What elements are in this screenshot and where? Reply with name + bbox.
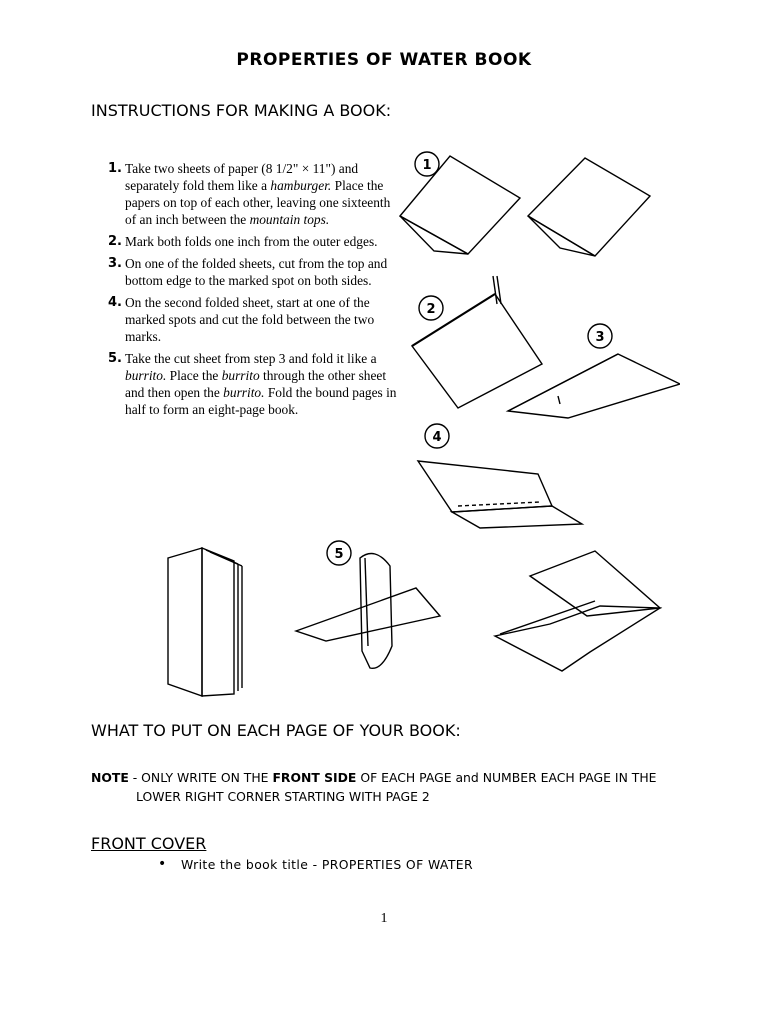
opened-pages	[495, 551, 660, 671]
instructions-heading: INSTRUCTIONS FOR MAKING A BOOK:	[91, 101, 392, 120]
step-1-text-2: Place the papers on top of each other, leaving one sixteenth of an inch between the	[125, 178, 391, 227]
page-number: 1	[380, 911, 388, 926]
front-cover-item	[160, 857, 473, 872]
fold-line-2	[412, 294, 495, 346]
step-5-term-burrito-3: burrito.	[223, 385, 265, 400]
note-paragraph	[91, 768, 731, 806]
step-5-text-3: through the other sheet and then open the	[125, 368, 387, 400]
front-cover-heading: FRONT COVER	[91, 834, 207, 853]
spine-5	[500, 601, 595, 634]
mark-3a	[558, 396, 560, 404]
step-1-term-mountain-tops: mountain tops.	[249, 212, 330, 227]
sheet-3	[508, 354, 680, 418]
step-3-text: On one of the folded sheets, cut from the top and bottom edge to the marked spot on both sides.	[125, 256, 388, 288]
step-5-term-burrito: burrito.	[125, 368, 167, 383]
step-2	[108, 233, 398, 250]
step-2-diagram	[412, 276, 542, 408]
step-1-diagram	[400, 152, 650, 256]
sheet-b-back	[528, 158, 650, 256]
step-5-diagram	[296, 541, 440, 668]
step-2-label: 2	[426, 302, 436, 317]
step-5-number: 5.	[108, 351, 122, 366]
step-4	[108, 294, 398, 345]
step-4-label: 4	[432, 430, 442, 445]
sheet-4-front	[452, 506, 582, 528]
step-5	[108, 350, 398, 418]
step-3-label: 3	[595, 330, 605, 345]
bullet-icon: •	[158, 856, 167, 872]
finished-book	[168, 548, 242, 696]
step-1-text: Take two sheets of paper (8 1/2" × 11") and separately fold them like a	[125, 161, 359, 193]
sheet-b-front	[528, 216, 595, 256]
sheet-4-back	[418, 461, 552, 512]
step-3	[108, 255, 398, 289]
note-emphasis: FRONT SIDE	[272, 770, 357, 785]
steps-list	[108, 160, 398, 423]
step-2-number: 2.	[108, 234, 122, 249]
note-label: NOTE	[91, 770, 129, 785]
step-1-label: 1	[422, 158, 432, 173]
step-4-diagram	[418, 424, 582, 528]
open-page-top	[530, 551, 660, 616]
step-3-diagram	[508, 324, 680, 418]
note-text-3: LOWER RIGHT CORNER STARTING WITH PAGE 2	[136, 789, 430, 804]
book-back	[202, 548, 234, 696]
step-4-number: 4.	[108, 295, 122, 310]
step-5-text: Take the cut sheet from step 3 and fold it like a	[125, 351, 377, 366]
step-5-label: 5	[334, 547, 344, 562]
step-3-number: 3.	[108, 256, 122, 271]
front-cover-item-text: Write the book title - PROPERTIES OF WATER	[181, 857, 474, 872]
instruction-figure	[90, 146, 680, 698]
cut-line-4	[458, 502, 540, 506]
step-1	[108, 160, 398, 228]
step-1-number: 1.	[108, 161, 122, 176]
page-edge-3	[210, 552, 242, 566]
step-5-text-2: Place the	[166, 368, 222, 383]
book-cover	[168, 548, 202, 696]
note-text-2: OF EACH PAGE and NUMBER EACH PAGE IN THE	[356, 770, 657, 785]
what-to-put-heading: WHAT TO PUT ON EACH PAGE OF YOUR BOOK:	[91, 721, 461, 740]
note-text-1: - ONLY WRITE ON THE	[128, 770, 273, 785]
page-title: PROPERTIES OF WATER BOOK	[236, 50, 532, 70]
step-5-term-burrito-2: burrito	[221, 368, 260, 383]
step-2-text: Mark both folds one inch from the outer edges.	[125, 234, 378, 249]
step-1-term-hamburger: hamburger.	[270, 178, 332, 193]
sheet-a-front	[400, 216, 468, 254]
step-4-text: On the second folded sheet, start at one of the marked spots and cut the fold between the two marks.	[125, 295, 375, 344]
step-5-text-4: Fold the bound pages in half to form an eight-page book.	[125, 385, 397, 417]
open-page-bottom	[495, 606, 660, 671]
fold-line-3	[508, 354, 618, 411]
sheet-a-back	[400, 156, 520, 254]
pencil-2	[493, 276, 497, 304]
